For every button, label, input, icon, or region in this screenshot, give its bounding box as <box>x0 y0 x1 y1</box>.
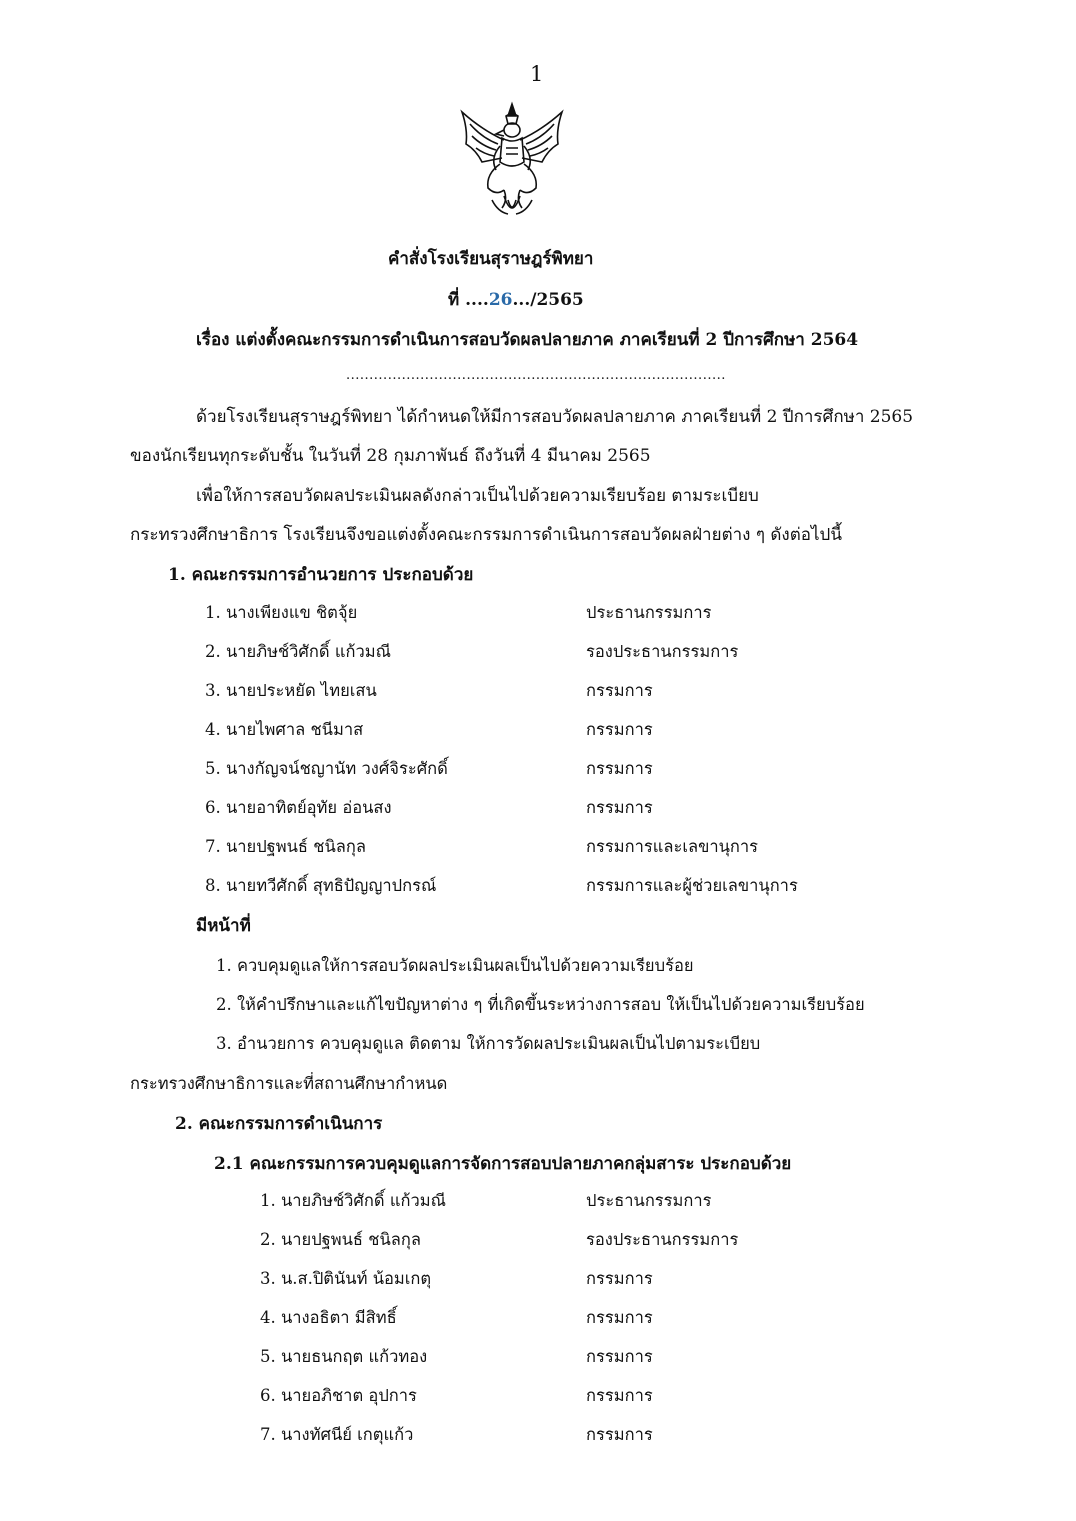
s2-member-role: กรรมการ <box>586 1425 653 1444</box>
s2-member-role: กรรมการ <box>586 1386 653 1405</box>
s1-member-role: รองประธานกรรมการ <box>586 642 739 661</box>
intro-p2-line1: เพื่อให้การสอบวัดผลประเมินผลดังกล่าวเป็นไปด้วยความเรียบร้อย ตามระเบียบ <box>196 486 759 506</box>
duties-heading: มีหน้าที่ <box>196 916 251 936</box>
section2-heading: 2. คณะกรรมการดำเนินการ <box>175 1114 383 1134</box>
s2-member-name: 5. นายธนกฤต แก้วทอง <box>260 1347 428 1366</box>
duty-item: 3. อำนวยการ ควบคุมดูแล ติดตาม ให้การวัดผลประเมินผลเป็นไปตามระเบียบ <box>216 1034 761 1053</box>
garuda-emblem-icon <box>452 100 572 222</box>
s1-member-role: กรรมการและเลขานุการ <box>586 837 759 856</box>
order-subject: เรื่อง แต่งตั้งคณะกรรมการดำเนินการสอบวัดผลปลายภาค ภาคเรียนที่ 2 ปีการศึกษา 2564 <box>196 330 859 350</box>
s1-member-name: 5. นางกัญจน์ชญานัท วงศ์จิระศักดิ์ <box>205 759 448 778</box>
intro-p1-line2: ของนักเรียนทุกระดับชั้น ในวันที่ 28 กุมภาพันธ์ ถึงวันที่ 4 มีนาคม 2565 <box>130 446 651 466</box>
s1-member-role: กรรมการและผู้ช่วยเลขานุการ <box>586 876 798 895</box>
duty-item: 2. ให้คำปรึกษาและแก้ไขปัญหาต่าง ๆ ที่เกิดขึ้นระหว่างการสอบ ให้เป็นไปด้วยความเรียบร้อย <box>216 995 865 1014</box>
s1-member-name: 1. นางเพียงแข ชิตจุ้ย <box>205 603 358 622</box>
section2-subheading: 2.1 คณะกรรมการควบคุมดูแลการจัดการสอบปลายภาคกลุ่มสาระ ประกอบด้วย <box>214 1154 792 1174</box>
s2-member-role: กรรมการ <box>586 1269 653 1288</box>
order-number <box>448 286 584 313</box>
order-number-prefix: ที่ .... <box>448 290 489 310</box>
s1-member-role: กรรมการ <box>586 759 653 778</box>
s1-member-name: 6. นายอาทิตย์อุทัย อ่อนสง <box>205 798 392 817</box>
s1-member-role: กรรมการ <box>586 798 653 817</box>
page-number: 1 <box>530 62 544 86</box>
section1-heading: 1. คณะกรรมการอำนวยการ ประกอบด้วย <box>168 565 474 585</box>
s2-member-role: รองประธานกรรมการ <box>586 1230 739 1249</box>
s2-member-name: 4. นางอธิตา มีสิทธิ์ <box>260 1308 397 1327</box>
intro-p2-line2: กระทรวงศึกษาธิการ โรงเรียนจึงขอแต่งตั้งคณะกรรมการดำเนินการสอบวัดผลฝ่ายต่าง ๆ ดังต่อไปนี้ <box>130 525 842 545</box>
s2-member-name: 6. นายอภิชาต อุปการ <box>260 1386 417 1405</box>
duty-item: 1. ควบคุมดูแลให้การสอบวัดผลประเมินผลเป็นไปด้วยความเรียบร้อย <box>216 956 694 975</box>
s2-member-role: กรรมการ <box>586 1347 653 1366</box>
s2-member-role: ประธานกรรมการ <box>586 1191 712 1210</box>
s1-member-role: กรรมการ <box>586 720 653 739</box>
s1-member-name: 3. นายประหยัด ไทยเสน <box>205 681 377 700</box>
s2-member-name: 7. นางทัศนีย์ เกตุแก้ว <box>260 1425 414 1444</box>
s1-member-name: 8. นายทวีศักดิ์ สุทธิปัญญาปกรณ์ <box>205 876 437 895</box>
s2-member-role: กรรมการ <box>586 1308 653 1327</box>
s1-member-name: 7. นายปฐพนธ์ ชนิลกุล <box>205 837 366 856</box>
s2-member-name: 1. นายภิษช์วิศักดิ์ แก้วมณี <box>260 1191 446 1210</box>
s1-member-name: 4. นายไพศาล ชนีมาส <box>205 720 364 739</box>
order-number-suffix: .../2565 <box>512 290 584 310</box>
s1-member-name: 2. นายภิษช์วิศักดิ์ แก้วมณี <box>205 642 391 661</box>
duty-item-continued: กระทรวงศึกษาธิการและที่สถานศึกษากำหนด <box>130 1074 448 1093</box>
order-title: คำสั่งโรงเรียนสุราษฎร์พิทยา <box>388 249 594 269</box>
s1-member-role: กรรมการ <box>586 681 653 700</box>
order-number-value: 26 <box>488 290 513 310</box>
s2-member-name: 2. นายปฐพนธ์ ชนิลกุล <box>260 1230 421 1249</box>
s2-member-name: 3. น.ส.ปิตินันท์ น้อมเกตุ <box>260 1269 432 1288</box>
s1-member-role: ประธานกรรมการ <box>586 603 712 622</box>
divider-line: .................................................................................. <box>346 368 726 383</box>
intro-p1-line1: ด้วยโรงเรียนสุราษฎร์พิทยา ได้กำหนดให้มีการสอบวัดผลปลายภาค ภาคเรียนที่ 2 ปีการศึกษา 2565 <box>196 407 914 427</box>
